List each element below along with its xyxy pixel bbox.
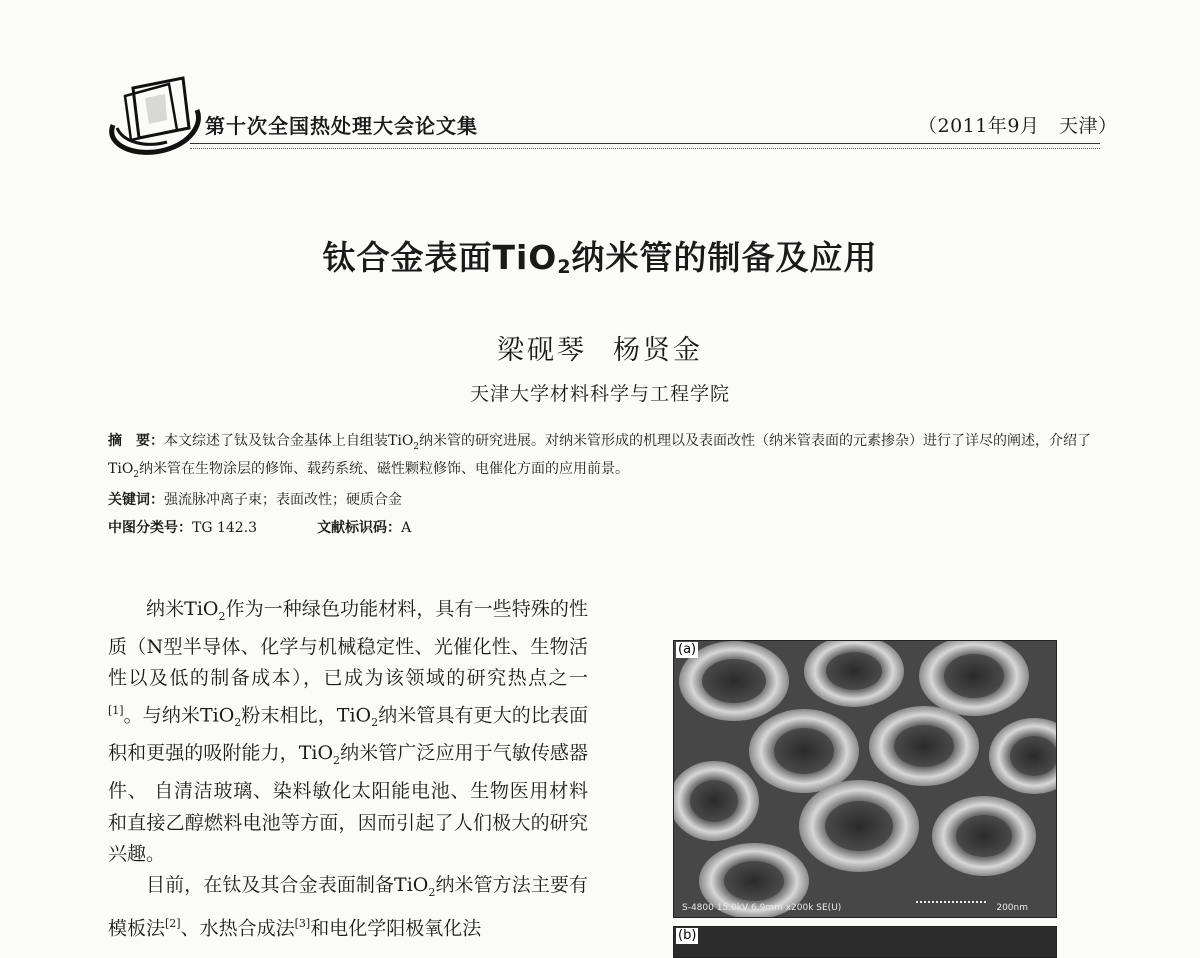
- scale-bar: [916, 901, 986, 903]
- citation: [2]: [165, 917, 181, 931]
- doc-code-label: 文献标识码：: [317, 520, 402, 536]
- affiliation: 天津大学材料科学与工程学院: [469, 383, 730, 405]
- citation: [1]: [108, 703, 124, 717]
- journal-date: （2011年9月 天津）: [918, 115, 1118, 137]
- sem-info: S-4800 15.0kV 6.9mm x200k SE(U): [682, 903, 842, 913]
- sem-image-b: [673, 926, 1057, 958]
- abstract: 摘 要：本文综述了钛及钛合金基体上自组装TiO$_2$纳米管的研究进展。对纳米管形成的机理以及表面改性（纳米管表面的元素掺杂）进行了详尽的阐述，介绍了TiO$_2$纳米管在生物涂层的修饰、载药系统、磁性颗粒修饰、电催化方面的应用前景。: [108, 433, 1092, 480]
- keywords-label: 关键词：: [108, 492, 164, 508]
- citation: [3]: [294, 917, 311, 931]
- scale-label: 200nm: [996, 903, 1028, 913]
- author-1: 梁砚琴: [497, 335, 587, 366]
- clc-value: TG 142.3: [192, 520, 258, 536]
- figure-label-b: (b): [678, 928, 697, 943]
- sem-image-a: [673, 640, 1057, 918]
- figure-label-a: (a): [678, 642, 697, 657]
- paragraph-2: 目前，在钛及其合金表面制备TiO$_2$纳米管方法主要有模板法[2]、水热合成法[3]和电化学阳极氧化法: [108, 874, 588, 940]
- clc-label: 中图分类号：: [108, 520, 192, 536]
- author-2: 杨贤金: [613, 335, 703, 366]
- body-text: [108, 594, 588, 945]
- keywords-value: 强流脉冲离子束；表面改性；硬质合金: [164, 492, 402, 508]
- header-rule-dotted: [190, 148, 1100, 149]
- authors: [0, 328, 1200, 367]
- classification: [108, 517, 1108, 539]
- nanotube-micrograph-icon: [674, 641, 1056, 917]
- paper-title: 钛合金表面TiO$_2$纳米管的制备及应用: [322, 238, 878, 278]
- paragraph-1: 纳米TiO$_2$作为一种绿色功能材料，具有一些特殊的性质（N型半导体、化学与机械稳定性、光催化性、生物活性以及低的制备成本），已成为该领域的研究热点之一[1]。与纳米TiO$_2$粉末相比，TiO$_2$纳米管具有更大的比表面积和更强的吸附能力，TiO$_2$纳米管广泛应用于气敏传感器件、 自清洁玻璃、染料敏化太阳能电池、生物医用材料和直接乙醇燃料电池等方面，因而引起了人们极大的研究兴趣。: [108, 598, 589, 865]
- abstract-label: 摘 要：: [108, 433, 164, 449]
- doc-code-value: A: [401, 520, 412, 536]
- keywords: [108, 489, 1108, 511]
- header-rule: [190, 143, 1100, 144]
- journal-title: 第十次全国热处理大会论文集: [205, 114, 478, 138]
